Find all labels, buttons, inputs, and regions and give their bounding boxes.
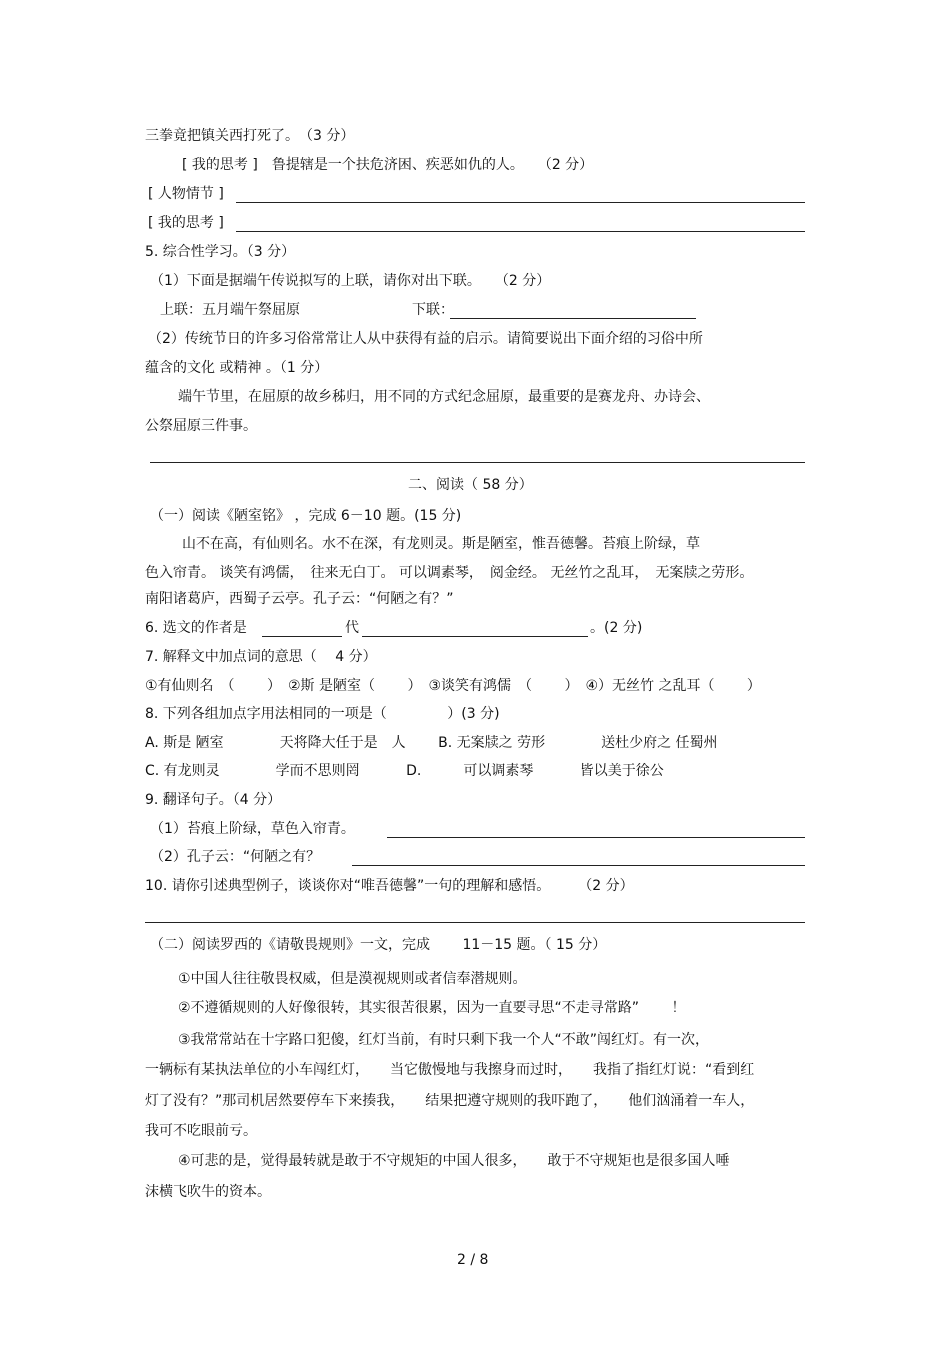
answer-line (352, 865, 805, 866)
question-9-2: （2）孔子云：“何陋之有？ (150, 849, 321, 865)
label-my-thoughts: [ 我的思考 ] (148, 215, 224, 231)
question-6-dynasty: 代 (345, 620, 359, 636)
passage-line: 沫横飞吹牛的资本。 (145, 1184, 271, 1200)
text-line: 端午节里，在屈原的故乡秭归，用不同的方式纪念屈原，最重要的是赛龙舟、办诗会、 (178, 389, 710, 405)
answer-line (262, 636, 342, 637)
question-7-items: ①有仙则名 （ ） ②斯 是陋室（ ） ③谈笑有鸿儒 （ ） ④）无丝竹 之乱耳（ ） (145, 678, 761, 694)
passage-line: 山不在高，有仙则名。水不在深，有龙则灵。斯是陋室，惟吾德馨。苔痕上阶绿，草 (182, 536, 700, 552)
question-9: 9. 翻译句子。（4 分） (145, 792, 282, 808)
passage-line: ③我常常站在十字路口犯傻，红灯当前，有时只剩下我一个人“不敢”闯红灯。有一次， (178, 1032, 710, 1048)
label-character-plot: [ 人物情节 ] (148, 186, 224, 202)
passage-line: ①中国人往往敬畏权威，但是漠视规则或者信奉潜规则。 (178, 971, 527, 987)
answer-line (450, 318, 696, 319)
reading-2-heading: （二）阅读罗西的《请敬畏规则》一文，完成 11－15 题。（ 15 分） (150, 937, 607, 953)
text-line: 三拳竟把镇关西打死了。 （3 分） (145, 128, 355, 144)
question-8-options-ab: A. 斯是 陋室 天将降大任于是 人 B. 无案牍之 劳形 送杜少府之 任蜀州 (145, 735, 718, 751)
text-line: （1）下面是据端午传说拟写的上联，请你对出下联。 （2 分） (150, 273, 551, 289)
question-10: 10. 请你引述典型例子，谈谈你对“唯吾德馨”一句的理解和感悟。 （2 分） (145, 878, 634, 894)
text-line: 蕴含的文化 或精神 。（1 分） (145, 360, 329, 376)
passage-line: ④可悲的是，觉得最转就是敢于不守规矩的中国人很多， 敢于不守规矩也是很多国人唾 (178, 1153, 730, 1169)
text-line: （2）传统节日的许多习俗常常让人从中获得有益的启示。请简要说出下面介绍的习俗中所 (148, 331, 703, 347)
passage-line: 一辆标有某执法单位的小车闯红灯， 当它傲慢地与我擦身而过时， 我指了指红灯说：“看到红 (145, 1062, 755, 1078)
section-title: 二、阅读（ 58 分） (408, 477, 533, 493)
question-7: 7. 解释文中加点词的意思（ 4 分） (145, 649, 377, 665)
couplet-lower-label: 下联： (412, 302, 454, 318)
reading-1-heading: （一）阅读《陋室铭》 ，完成 6－10 题。(15 分) (150, 508, 462, 524)
passage-line: 色入帘青。 谈笑有鸿儒， 往来无白丁。 可以调素琴， 阅金经。 无丝竹之乱耳， 无案牍之劳形。 (145, 565, 754, 581)
answer-line (236, 231, 805, 232)
page-number: 2 / 8 (457, 1252, 489, 1268)
passage-line: 南阳诸葛庐，西蜀子云亭。孔子云：“何陋之有？” (145, 591, 454, 607)
passage-line: 灯了没有？”那司机居然要停车下来揍我， 结果把遵守规则的我吓跑了， 他们汹涌着一车人， (145, 1093, 755, 1109)
section-divider (150, 462, 805, 463)
couplet-upper: 上联：五月端午祭屈原 (160, 302, 300, 318)
passage-line: 我可不吃眼前亏。 (145, 1123, 257, 1139)
question-6: 6. 选文的作者是 (145, 620, 247, 636)
answer-line (236, 202, 805, 203)
question-9-1: （1）苔痕上阶绿，草色入帘青。 (150, 821, 355, 837)
answer-line (145, 922, 805, 923)
text-line: 公祭屈原三件事。 (145, 418, 257, 434)
passage-line: ②不遵循规则的人好像很转，其实很苦很累，因为一直要寻思“不走寻常路” ！ (178, 1000, 686, 1016)
question-6-score: 。(2 分) (590, 620, 643, 636)
question-8-options-cd: C. 有龙则灵 学而不思则罔 D. 可以调素琴 皆以美于徐公 (145, 763, 664, 779)
question-8: 8. 下列各组加点字用法相同的一项是（ ）(3 分) (145, 706, 500, 722)
answer-line (387, 837, 805, 838)
question-5: 5. 综合性学习。（3 分） (145, 244, 296, 260)
text-line: [ 我的思考 ] 鲁提辖是一个扶危济困、疾恶如仇的人。 （2 分） (182, 157, 594, 173)
answer-line (362, 636, 588, 637)
